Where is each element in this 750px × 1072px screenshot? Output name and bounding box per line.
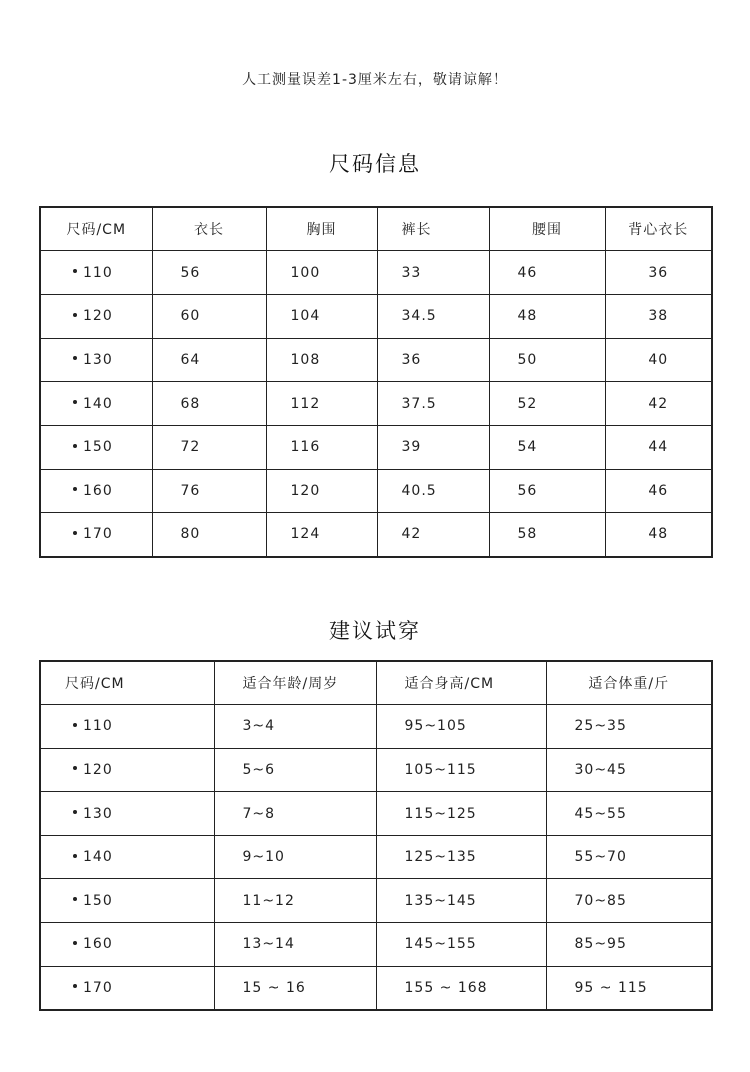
vest-length-cell: 48 — [605, 513, 712, 557]
weight-cell: 95 ~ 115 — [546, 966, 712, 1010]
height-cell: 145~155 — [376, 923, 546, 967]
table-row — [40, 923, 712, 967]
age-cell: 7~8 — [214, 792, 376, 836]
chest-cell: 100 — [266, 251, 377, 295]
chest-cell: 112 — [266, 382, 377, 426]
size-value: 150 — [83, 892, 113, 909]
weight-cell: 85~95 — [546, 923, 712, 967]
pants-length-cell: 33 — [377, 251, 489, 295]
table-row — [40, 748, 712, 792]
pants-length-cell: 42 — [377, 513, 489, 557]
size-cell — [40, 879, 214, 923]
weight-cell: 30~45 — [546, 748, 712, 792]
height-cell: 115~125 — [376, 792, 546, 836]
vest-length-cell: 46 — [605, 469, 712, 513]
length-cell: 68 — [152, 382, 266, 426]
waist-cell: 50 — [489, 338, 605, 382]
size-cell — [40, 382, 152, 426]
chest-cell: 120 — [266, 469, 377, 513]
header-height: 适合身高/CM — [376, 661, 546, 705]
chest-cell: 116 — [266, 425, 377, 469]
size-cell — [40, 251, 152, 295]
bullet-icon — [73, 400, 77, 404]
header-waist: 腰围 — [489, 207, 605, 251]
size-table-header-row — [40, 207, 712, 251]
length-cell: 60 — [152, 294, 266, 338]
weight-cell: 45~55 — [546, 792, 712, 836]
chest-cell: 124 — [266, 513, 377, 557]
waist-cell: 52 — [489, 382, 605, 426]
weight-cell: 70~85 — [546, 879, 712, 923]
table-row — [40, 792, 712, 836]
vest-length-cell: 42 — [605, 382, 712, 426]
pants-length-cell: 36 — [377, 338, 489, 382]
pants-length-cell: 40.5 — [377, 469, 489, 513]
table-row — [40, 294, 712, 338]
header-size: 尺码/CM — [40, 661, 214, 705]
bullet-icon — [73, 941, 77, 945]
size-cell — [40, 792, 214, 836]
fit-table-title: 建议试穿 — [329, 619, 421, 643]
chest-cell: 108 — [266, 338, 377, 382]
age-cell: 11~12 — [214, 879, 376, 923]
table-row — [40, 879, 712, 923]
size-cell — [40, 425, 152, 469]
size-value: 130 — [83, 805, 113, 822]
bullet-icon — [73, 984, 77, 988]
size-cell — [40, 966, 214, 1010]
size-table-title: 尺码信息 — [329, 152, 421, 176]
size-value: 160 — [83, 936, 113, 953]
vest-length-cell: 38 — [605, 294, 712, 338]
length-cell: 56 — [152, 251, 266, 295]
vest-length-cell: 36 — [605, 251, 712, 295]
size-cell — [40, 469, 152, 513]
size-value: 170 — [83, 526, 113, 543]
bullet-icon — [73, 854, 77, 858]
age-cell: 5~6 — [214, 748, 376, 792]
waist-cell: 48 — [489, 294, 605, 338]
table-row — [40, 513, 712, 557]
size-value: 130 — [83, 351, 113, 368]
bullet-icon — [73, 810, 77, 814]
size-value: 150 — [83, 439, 113, 456]
size-value: 110 — [83, 718, 113, 735]
height-cell: 125~135 — [376, 835, 546, 879]
age-cell: 15 ~ 16 — [214, 966, 376, 1010]
waist-cell: 56 — [489, 469, 605, 513]
table-row — [40, 382, 712, 426]
header-vest-length: 背心衣长 — [605, 207, 712, 251]
length-cell: 64 — [152, 338, 266, 382]
length-cell: 76 — [152, 469, 266, 513]
height-cell: 135~145 — [376, 879, 546, 923]
table-row — [40, 966, 712, 1010]
header-length: 衣长 — [152, 207, 266, 251]
bullet-icon — [73, 723, 77, 727]
bullet-icon — [73, 766, 77, 770]
size-value: 120 — [83, 761, 113, 778]
height-cell: 155 ~ 168 — [376, 966, 546, 1010]
bullet-icon — [73, 487, 77, 491]
bullet-icon — [73, 444, 77, 448]
age-cell: 3~4 — [214, 705, 376, 749]
waist-cell: 46 — [489, 251, 605, 295]
waist-cell: 54 — [489, 425, 605, 469]
size-value: 160 — [83, 482, 113, 499]
size-cell — [40, 338, 152, 382]
size-cell — [40, 705, 214, 749]
table-row — [40, 425, 712, 469]
header-age: 适合年龄/周岁 — [214, 661, 376, 705]
weight-cell: 25~35 — [546, 705, 712, 749]
bullet-icon — [73, 897, 77, 901]
waist-cell: 58 — [489, 513, 605, 557]
pants-length-cell: 34.5 — [377, 294, 489, 338]
size-cell — [40, 748, 214, 792]
size-cell — [40, 923, 214, 967]
bullet-icon — [73, 356, 77, 360]
fit-table — [39, 660, 713, 1011]
fit-table-header-row — [40, 661, 712, 705]
table-row — [40, 251, 712, 295]
header-weight: 适合体重/斤 — [546, 661, 712, 705]
length-cell: 72 — [152, 425, 266, 469]
chest-cell: 104 — [266, 294, 377, 338]
size-value: 140 — [83, 395, 113, 412]
length-cell: 80 — [152, 513, 266, 557]
table-row — [40, 705, 712, 749]
size-cell — [40, 513, 152, 557]
vest-length-cell: 40 — [605, 338, 712, 382]
measurement-notice: 人工测量误差1-3厘米左右，敬请谅解！ — [242, 72, 508, 88]
header-pants-length: 裤长 — [377, 207, 489, 251]
table-row — [40, 338, 712, 382]
size-cell — [40, 835, 214, 879]
bullet-icon — [73, 531, 77, 535]
weight-cell: 55~70 — [546, 835, 712, 879]
header-size: 尺码/CM — [40, 207, 152, 251]
size-value: 140 — [83, 849, 113, 866]
pants-length-cell: 39 — [377, 425, 489, 469]
size-value: 170 — [83, 979, 113, 996]
pants-length-cell: 37.5 — [377, 382, 489, 426]
size-table — [39, 206, 713, 558]
table-row — [40, 835, 712, 879]
bullet-icon — [73, 313, 77, 317]
age-cell: 13~14 — [214, 923, 376, 967]
size-value: 120 — [83, 308, 113, 325]
age-cell: 9~10 — [214, 835, 376, 879]
height-cell: 105~115 — [376, 748, 546, 792]
size-cell — [40, 294, 152, 338]
size-value: 110 — [83, 264, 113, 281]
header-chest: 胸围 — [266, 207, 377, 251]
vest-length-cell: 44 — [605, 425, 712, 469]
height-cell: 95~105 — [376, 705, 546, 749]
table-row — [40, 469, 712, 513]
bullet-icon — [73, 269, 77, 273]
